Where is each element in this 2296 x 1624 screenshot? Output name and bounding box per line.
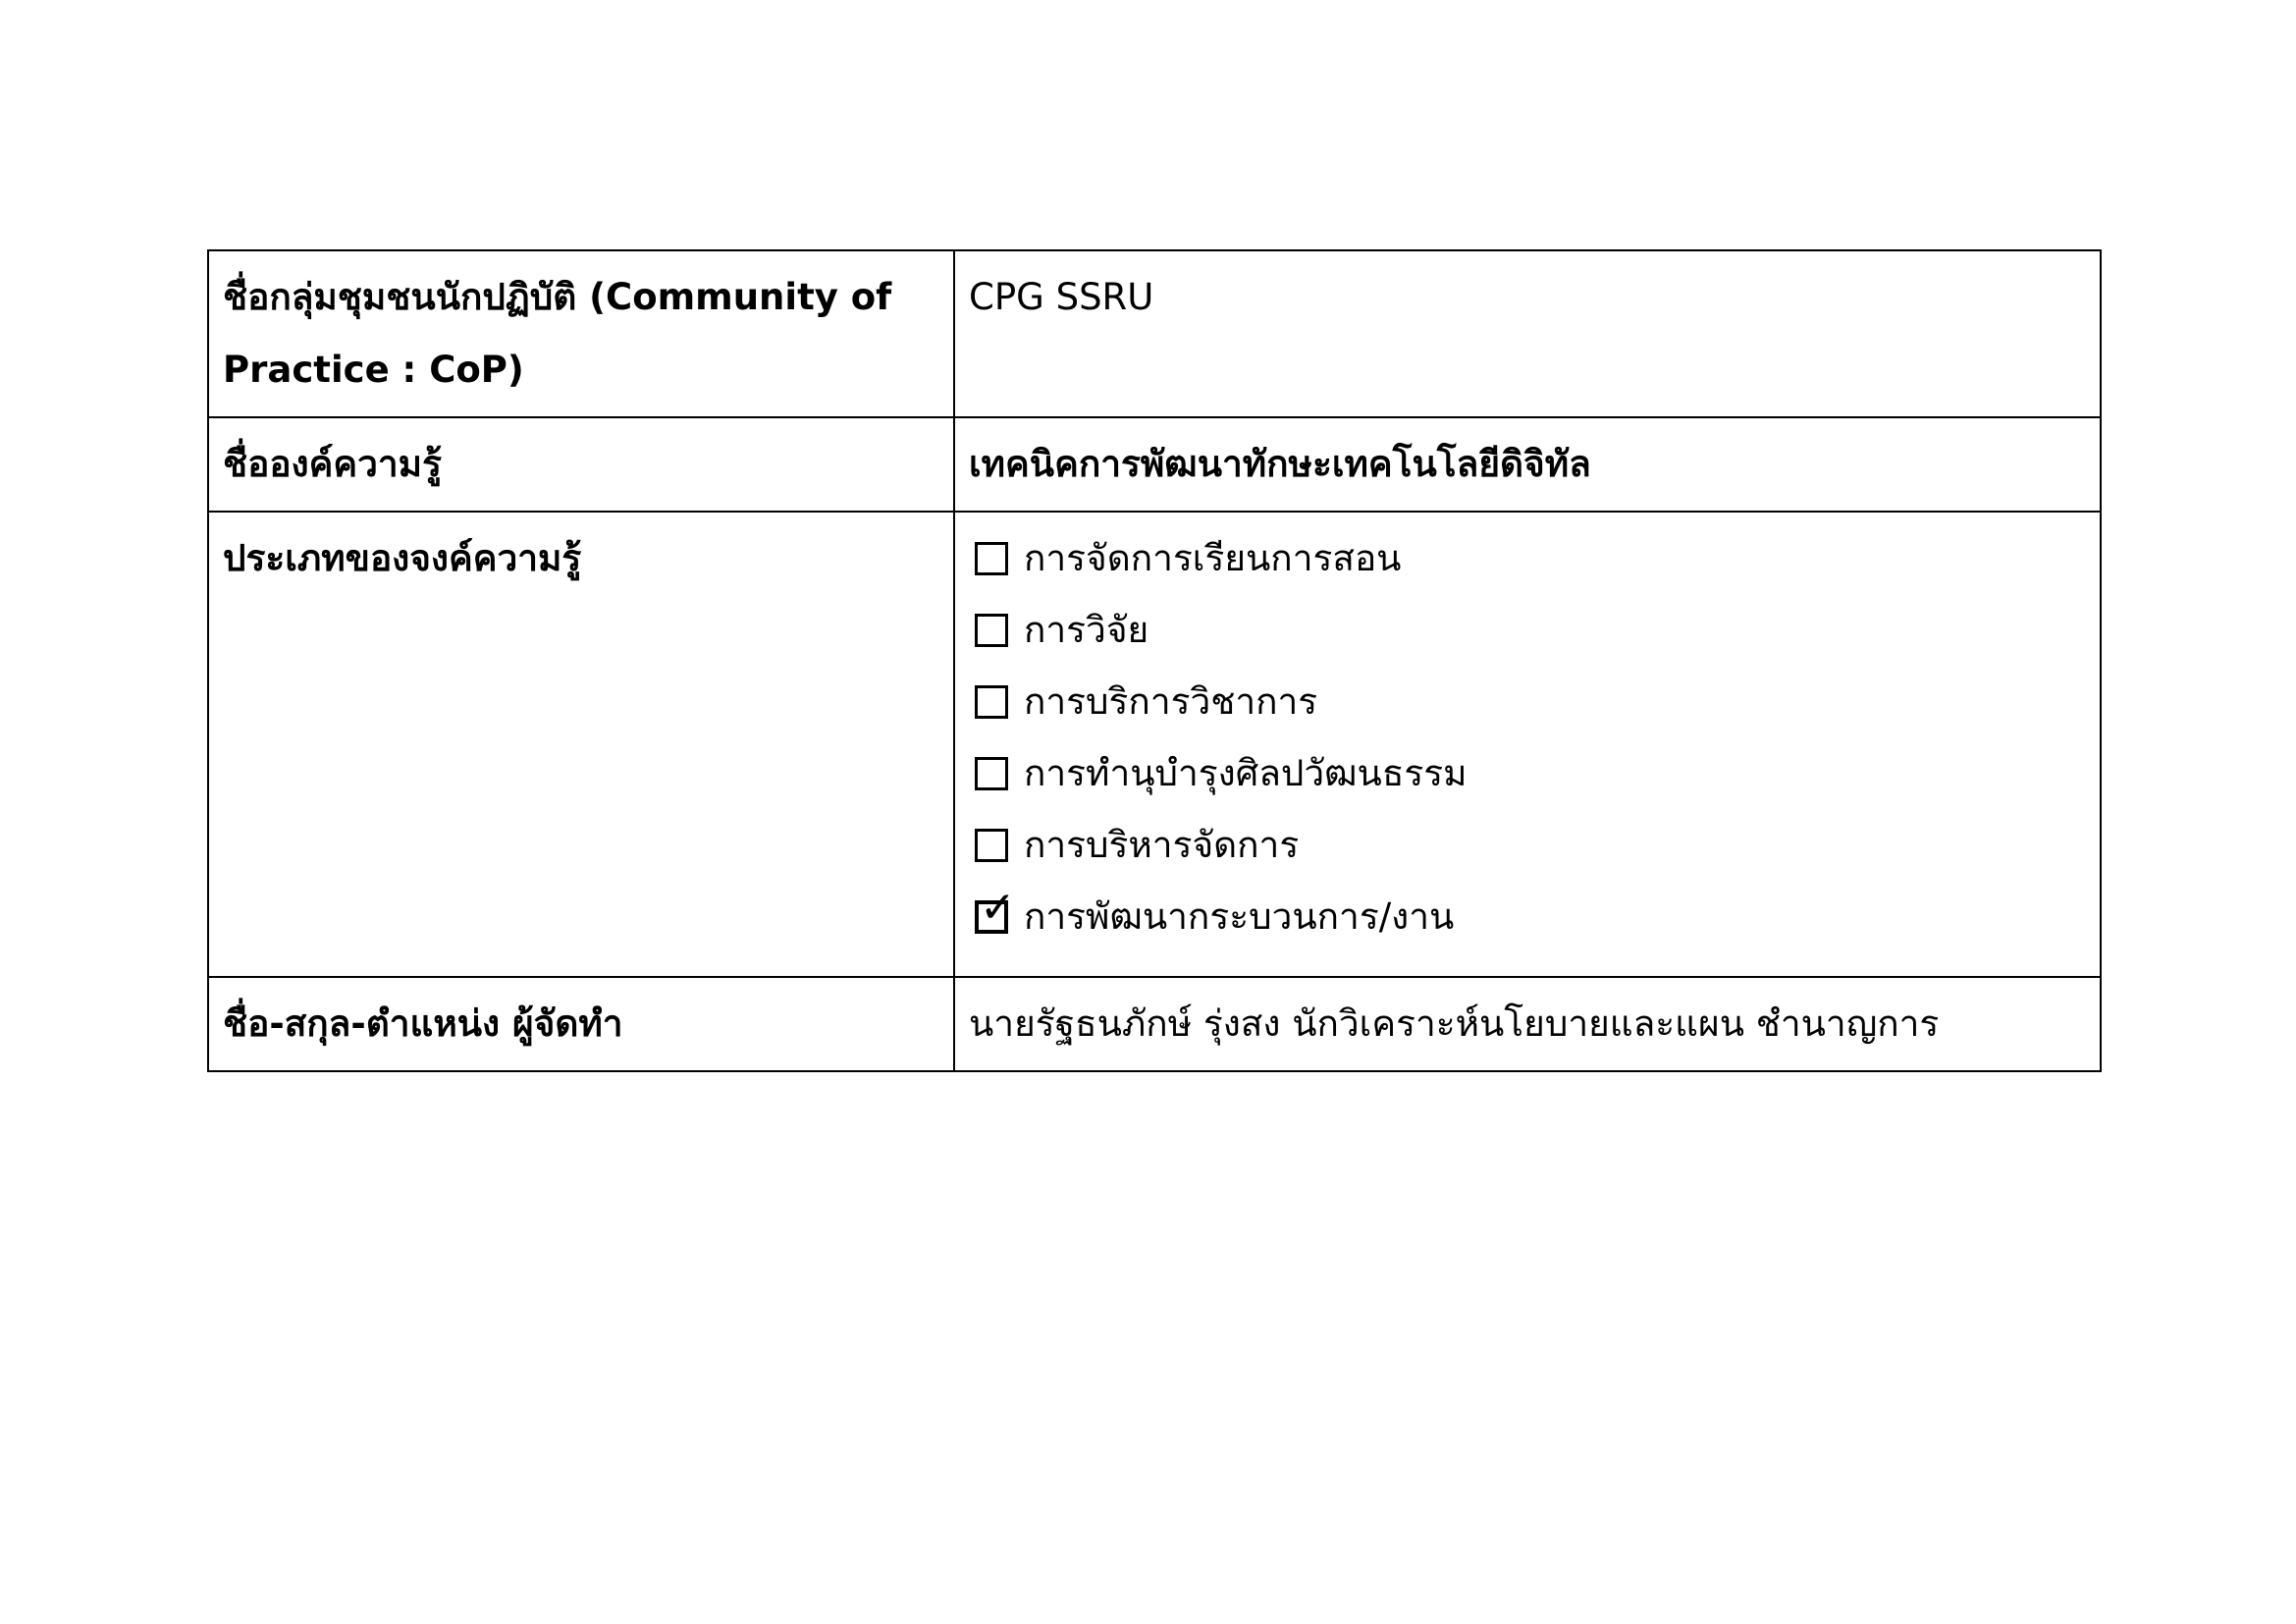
checklist-item-label: การวิจัย xyxy=(1024,608,1149,651)
table-row-cop-name xyxy=(208,250,2101,417)
knowledge-name-label: ชื่อองค์ความรู้ xyxy=(208,417,954,512)
knowledge-type-checklist xyxy=(969,522,2086,952)
checklist-item-culture[interactable] xyxy=(969,737,2086,809)
checklist-item-label: การจัดการเรียนการสอน xyxy=(1024,536,1402,579)
cop-info-table xyxy=(207,249,2102,1072)
knowledge-name-value: เทคนิคการพัฒนาทักษะเทคโนโลยีดิจิทัล xyxy=(954,417,2101,512)
checkbox-checked-icon[interactable] xyxy=(975,882,1016,934)
knowledge-type-options xyxy=(954,512,2101,977)
author-label: ชื่อ-สกุล-ตำแหน่ง ผู้จัดทำ xyxy=(208,977,954,1071)
checklist-item-label: การบริหารจัดการ xyxy=(1024,823,1300,866)
knowledge-type-label: ประเภทของจงค์ความรู้ xyxy=(208,512,954,977)
checkbox-unchecked-icon[interactable] xyxy=(975,542,1008,575)
table-row-knowledge-name xyxy=(208,417,2101,512)
checklist-item-label: การพัฒนากระบวนการ/งาน xyxy=(1024,894,1455,938)
table-row-knowledge-type xyxy=(208,512,2101,977)
checkbox-unchecked-icon[interactable] xyxy=(975,685,1008,719)
checklist-item-label: การทำนุบำรุงศิลปวัฒนธรรม xyxy=(1024,751,1468,794)
checklist-item-teaching[interactable] xyxy=(969,522,2086,594)
checkmark-icon: ✓ xyxy=(980,882,1016,933)
checkbox-unchecked-icon[interactable] xyxy=(975,614,1008,647)
checklist-item-academic-service[interactable] xyxy=(969,666,2086,737)
checkbox-unchecked-icon[interactable] xyxy=(975,829,1008,862)
author-value: นายรัฐธนภักษ์ รุ่งสง นักวิเคราะห์นโยบายและแผน ชำนาญการ xyxy=(954,977,2101,1071)
table-row-author xyxy=(208,977,2101,1071)
checklist-item-label: การบริการวิชาการ xyxy=(1024,679,1318,723)
checklist-item-process-development[interactable] xyxy=(969,881,2086,952)
checklist-item-management[interactable] xyxy=(969,809,2086,881)
checkbox-unchecked-icon[interactable] xyxy=(975,757,1008,790)
checklist-item-research[interactable] xyxy=(969,594,2086,666)
cop-name-label: ชื่อกลุ่มชุมชนนักปฏิบัติ (Community of Practice : CoP) xyxy=(208,250,954,417)
cop-name-value: CPG SSRU xyxy=(954,250,2101,417)
